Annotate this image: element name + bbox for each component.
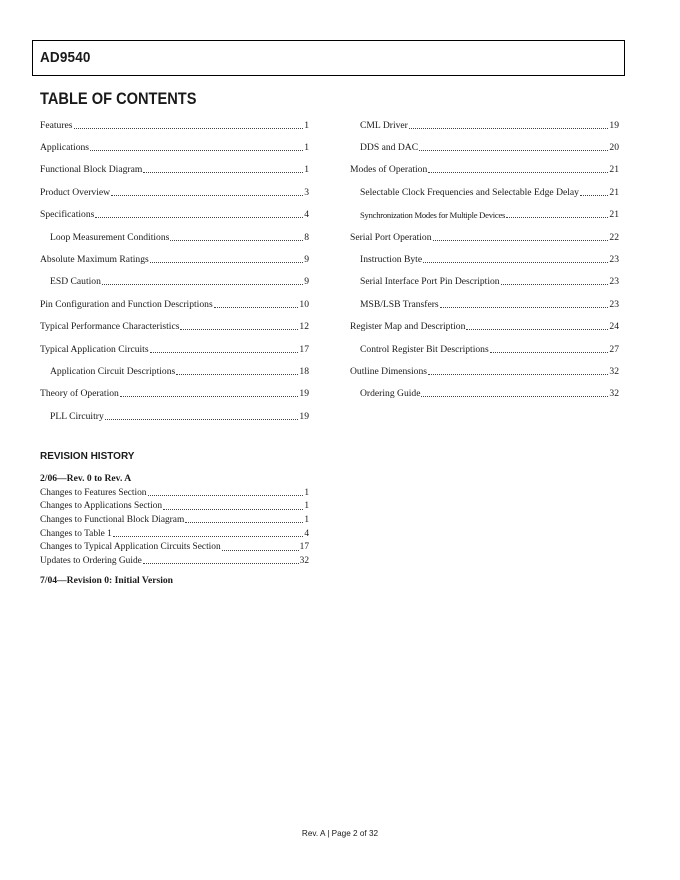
- dot-leader: [180, 329, 298, 330]
- toc-entry[interactable]: [40, 114, 309, 136]
- toc-entry-label: Control Register Bit Descriptions: [360, 343, 489, 355]
- toc-entry[interactable]: [350, 383, 619, 405]
- revision-a-title: 2/06—Rev. 0 to Rev. A: [40, 473, 132, 484]
- toc-entry-label: PLL Circuitry: [50, 410, 104, 422]
- revision-line-text: Changes to Features Section: [40, 487, 147, 498]
- toc-entry-label: ESD Caution: [50, 276, 101, 288]
- dot-leader: [506, 217, 608, 218]
- toc-entry-page: 23: [609, 276, 619, 288]
- revision-line: [40, 513, 309, 527]
- revision-line: [40, 554, 309, 568]
- toc-entry[interactable]: [350, 360, 619, 382]
- dot-leader: [113, 536, 303, 537]
- toc-entry[interactable]: [40, 248, 309, 270]
- revision-line-text: Changes to Functional Block Diagram: [40, 514, 185, 525]
- toc-entry[interactable]: [350, 114, 619, 136]
- toc-entry-label: CML Driver: [360, 119, 408, 131]
- dot-leader: [421, 396, 608, 397]
- revision-line-page: 1: [304, 487, 309, 498]
- toc-entry-label: Typical Application Circuits: [40, 343, 149, 355]
- dot-leader: [423, 262, 608, 263]
- revision-a-lines: [40, 486, 309, 568]
- dot-leader: [428, 374, 608, 375]
- dot-leader: [222, 550, 299, 551]
- toc-entry[interactable]: [40, 405, 309, 427]
- toc-entry-page: 4: [304, 209, 309, 221]
- toc-entry[interactable]: [350, 136, 619, 158]
- toc-entry-label: Register Map and Description: [350, 321, 466, 333]
- toc-entry-page: 21: [609, 164, 619, 176]
- dot-leader: [163, 509, 303, 510]
- toc-entry-page: 20: [609, 142, 619, 154]
- toc-entry[interactable]: [40, 383, 309, 405]
- toc-entry-label: Ordering Guide: [360, 388, 421, 400]
- toc-entry-label: Absolute Maximum Ratings: [40, 254, 149, 266]
- revision-line-page: 1: [304, 501, 309, 512]
- toc-entry-label: Functional Block Diagram: [40, 164, 143, 176]
- dot-leader: [90, 150, 303, 151]
- toc-entry-page: 1: [304, 142, 309, 154]
- toc-entry-label: Serial Port Operation: [350, 231, 432, 243]
- toc-entry-label: DDS and DAC: [360, 142, 419, 154]
- toc-entry-page: 23: [609, 254, 619, 266]
- toc-entry[interactable]: [350, 181, 619, 203]
- toc-entry[interactable]: [350, 271, 619, 293]
- revision-0-block: [40, 574, 309, 588]
- dot-leader: [105, 419, 299, 420]
- toc-entry-label: Pin Configuration and Function Descriptions: [40, 298, 213, 310]
- toc-left-column: [40, 114, 309, 427]
- toc-entry[interactable]: [40, 338, 309, 360]
- toc-entry-label: Applications: [40, 142, 90, 154]
- revision-line-text: Changes to Applications Section: [40, 501, 163, 512]
- toc-entry-page: 21: [609, 209, 619, 221]
- revision-line-page: 32: [299, 555, 309, 566]
- toc-title: TABLE OF CONTENTS: [40, 89, 197, 108]
- dot-leader: [176, 374, 298, 375]
- dot-leader: [148, 495, 304, 496]
- part-number: AD9540: [40, 49, 91, 66]
- toc-entry-label: Synchronization Modes for Multiple Devices: [360, 209, 506, 220]
- toc-entry-page: 17: [299, 343, 309, 355]
- revision-line: [40, 500, 309, 514]
- toc-entry-label: Specifications: [40, 209, 95, 221]
- dot-leader: [490, 352, 609, 353]
- toc-right-column: [350, 114, 619, 405]
- revision-0-title: 7/04—Revision 0: Initial Version: [40, 575, 173, 586]
- dot-leader: [120, 396, 299, 397]
- toc-entry-label: Features: [40, 119, 73, 131]
- toc-entry-page: 23: [609, 298, 619, 310]
- toc-entry-page: 9: [304, 276, 309, 288]
- dot-leader: [170, 240, 303, 241]
- toc-entry[interactable]: [40, 136, 309, 158]
- dot-leader: [150, 352, 299, 353]
- toc-entry-page: 1: [304, 164, 309, 176]
- toc-entry-label: Serial Interface Port Pin Description: [360, 276, 500, 288]
- dot-leader: [419, 150, 608, 151]
- revision-line-text: Changes to Table 1: [40, 528, 112, 539]
- toc-entry[interactable]: [40, 226, 309, 248]
- toc-entry-label: Theory of Operation: [40, 388, 119, 400]
- dot-leader: [95, 217, 303, 218]
- toc-entry-page: 12: [299, 321, 309, 333]
- revision-line-page: 4: [304, 528, 309, 539]
- toc-entry-page: 19: [299, 388, 309, 400]
- toc-entry-page: 32: [609, 388, 619, 400]
- toc-entry-page: 10: [299, 298, 309, 310]
- dot-leader: [111, 195, 303, 196]
- toc-entry-label: Application Circuit Descriptions: [50, 365, 176, 377]
- toc-entry-label: Product Overview: [40, 186, 111, 198]
- revision-line: [40, 486, 309, 500]
- toc-entry-page: 19: [609, 119, 619, 131]
- toc-entry-page: 27: [609, 343, 619, 355]
- toc-entry-page: 3: [304, 186, 309, 198]
- revision-line-page: 1: [304, 514, 309, 525]
- toc-entry-page: 18: [299, 365, 309, 377]
- toc-entry[interactable]: [40, 204, 309, 226]
- toc-entry[interactable]: [40, 316, 309, 338]
- revision-line: [40, 527, 309, 541]
- toc-entry-label: Outline Dimensions: [350, 365, 428, 377]
- toc-entry[interactable]: [350, 159, 619, 181]
- revision-a-block: [40, 472, 309, 568]
- toc-entry[interactable]: [40, 360, 309, 382]
- toc-entry[interactable]: [40, 293, 309, 315]
- toc-entry-label: MSB/LSB Transfers: [360, 298, 439, 310]
- revision-line-text: Updates to Ordering Guide: [40, 555, 142, 566]
- toc-entry[interactable]: [40, 271, 309, 293]
- toc-entry-page: 21: [609, 186, 619, 198]
- toc-entry-page: 1: [304, 119, 309, 131]
- dot-leader: [185, 522, 303, 523]
- toc-entry-label: Typical Performance Characteristics: [40, 321, 180, 333]
- toc-entry-label: Modes of Operation: [350, 164, 428, 176]
- dot-leader: [102, 284, 303, 285]
- toc-entry[interactable]: [350, 204, 619, 226]
- toc-entry[interactable]: [350, 226, 619, 248]
- toc-entry[interactable]: [40, 181, 309, 203]
- revision-history-heading: REVISION HISTORY: [40, 451, 135, 462]
- dot-leader: [440, 307, 609, 308]
- toc-entry-page: 32: [609, 365, 619, 377]
- toc-entry[interactable]: [350, 338, 619, 360]
- revision-line: [40, 540, 309, 554]
- revision-line-page: 17: [299, 542, 309, 553]
- toc-entry[interactable]: [350, 316, 619, 338]
- dot-leader: [466, 329, 608, 330]
- dot-leader: [74, 128, 304, 129]
- dot-leader: [214, 307, 299, 308]
- dot-leader: [501, 284, 609, 285]
- toc-entry-label: Loop Measurement Conditions: [50, 231, 170, 243]
- toc-entry-page: 19: [299, 410, 309, 422]
- dot-leader: [143, 563, 299, 564]
- toc-entry[interactable]: [350, 293, 619, 315]
- toc-entry[interactable]: [350, 248, 619, 270]
- toc-entry-label: Instruction Byte: [360, 254, 423, 266]
- header-box: [32, 40, 625, 76]
- dot-leader: [428, 172, 608, 173]
- toc-entry-page: 9: [304, 254, 309, 266]
- toc-entry-page: 22: [609, 231, 619, 243]
- revision-line-text: Changes to Typical Application Circuits Section: [40, 542, 221, 553]
- toc-entry-label: Selectable Clock Frequencies and Selectable Edge Delay: [360, 186, 579, 198]
- dot-leader: [150, 262, 303, 263]
- dot-leader: [580, 195, 608, 196]
- toc-entry-page: 24: [609, 321, 619, 333]
- page-footer: Rev. A | Page 2 of 32: [301, 829, 379, 838]
- dot-leader: [409, 128, 609, 129]
- toc-entry[interactable]: [40, 159, 309, 181]
- toc-entry-page: 8: [304, 231, 309, 243]
- dot-leader: [143, 172, 303, 173]
- dot-leader: [433, 240, 609, 241]
